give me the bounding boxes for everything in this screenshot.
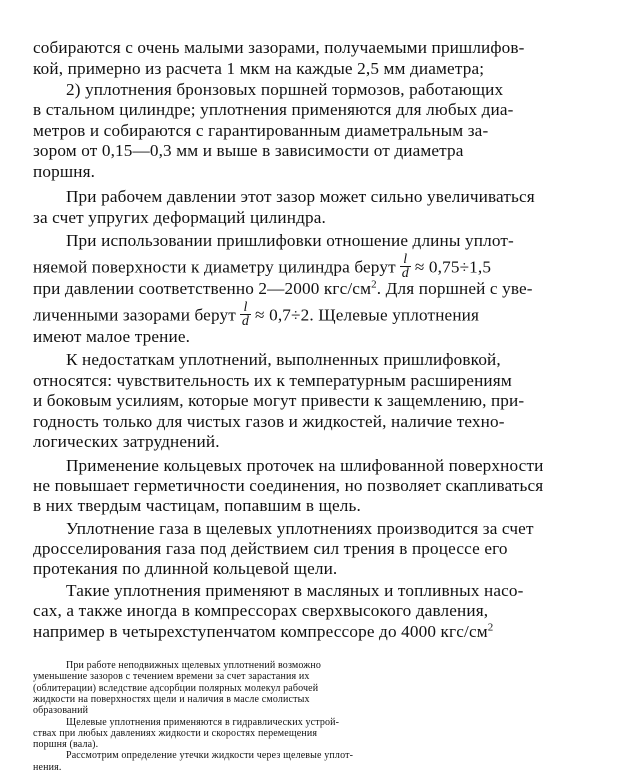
text-with-superscript bbox=[33, 622, 493, 642]
text-line bbox=[0, 350, 623, 370]
text: . Для поршней с уве- bbox=[376, 279, 533, 298]
text: няемой поверхности к диаметру цилиндра берут bbox=[33, 257, 396, 277]
text: не повышает герметичности соединения, но позволяет скапливаться bbox=[33, 476, 544, 495]
text-line bbox=[0, 750, 623, 761]
text: личенными зазорами берут bbox=[33, 305, 236, 325]
text-line bbox=[0, 327, 623, 347]
text-line bbox=[0, 671, 623, 682]
text-line bbox=[0, 187, 623, 207]
text-line bbox=[0, 371, 623, 391]
text: и боковым усилиям, которые могут привести к защемлению, при- bbox=[33, 391, 525, 410]
text: имеют малое трение. bbox=[33, 327, 191, 346]
text: жидкости на поверхностях щели и наличия в масле смолистых bbox=[33, 693, 310, 705]
superscript: 2 bbox=[371, 278, 377, 291]
text-line bbox=[0, 80, 623, 100]
text: логических затруднений. bbox=[33, 432, 220, 451]
text-line bbox=[0, 252, 623, 281]
text-line bbox=[0, 717, 623, 728]
text: Применение кольцевых проточек на шлифованной поверхности bbox=[66, 456, 544, 475]
fraction-numerator: l bbox=[240, 301, 251, 315]
text-line bbox=[0, 121, 623, 141]
fraction-denominator: d bbox=[241, 314, 250, 329]
text-line bbox=[0, 559, 623, 579]
text: Рассмотрим определение утечки жидкости через щелевые уплот- bbox=[66, 750, 354, 762]
text: уменьшение зазоров с течением времени за счет зарастания их bbox=[33, 671, 310, 683]
text: Такие уплотнения применяют в масляных и топливных насо- bbox=[66, 581, 524, 600]
text-line bbox=[0, 622, 623, 642]
text-line bbox=[0, 705, 623, 716]
text: ствах при любых давлениях жидкости и скоростях перемещения bbox=[33, 727, 318, 739]
text-line bbox=[0, 762, 623, 773]
text: годность только для чистых газов и жидкостей, наличие техно- bbox=[33, 412, 505, 431]
text-line bbox=[0, 38, 623, 58]
text-line bbox=[0, 601, 623, 621]
fraction-denominator: d bbox=[401, 266, 409, 281]
text-line bbox=[0, 476, 623, 496]
text-line bbox=[0, 660, 623, 671]
text: при давлении соответственно 2—2000 кгс/см bbox=[33, 279, 372, 298]
text: К недостаткам уплотнений, выполненных пришлифовкой, bbox=[66, 350, 501, 369]
text-line bbox=[0, 694, 623, 705]
text-line bbox=[0, 456, 623, 476]
text: кой, примерно из расчета 1 мкм на каждые 2,5 мм диаметра; bbox=[33, 59, 485, 78]
text-line bbox=[0, 300, 623, 329]
text: например в четырехступенчатом компрессоре до 4000 кгс/см bbox=[33, 622, 488, 641]
text: При рабочем давлении этот зазор может сильно увеличиваться bbox=[66, 187, 535, 206]
text: Уплотнение газа в щелевых уплотнениях производится за счет bbox=[66, 519, 534, 538]
text-line bbox=[0, 728, 623, 739]
text-line bbox=[0, 519, 623, 539]
fraction-l-over-d bbox=[240, 301, 251, 328]
text: относятся: чувствительность их к температурным расширениям bbox=[33, 371, 512, 390]
text-line bbox=[0, 231, 623, 251]
text: в стальном цилиндре; уплотнения применяются для любых диа- bbox=[33, 100, 514, 119]
text-line bbox=[0, 581, 623, 601]
text-line bbox=[0, 739, 623, 750]
text: зором от 0,15—0,3 мм и выше в зависимости от диаметра bbox=[33, 141, 464, 160]
fraction-numerator: l bbox=[400, 253, 411, 267]
text-line bbox=[0, 208, 623, 228]
text: протекания по длинной кольцевой щели. bbox=[33, 559, 338, 578]
text-line bbox=[0, 496, 623, 516]
text: (облитерации) вследствие адсорбции полярных молекул рабочей bbox=[33, 682, 319, 694]
text: собираются с очень малыми зазорами, получаемыми пришлифов- bbox=[33, 38, 525, 57]
text: ≈ 0,7÷2. Щелевые уплотнения bbox=[255, 305, 480, 325]
text-line bbox=[0, 141, 623, 161]
text-line bbox=[0, 391, 623, 411]
text: дросселирования газа под действием сил трения в процессе его bbox=[33, 539, 508, 558]
text-line bbox=[0, 412, 623, 432]
text-with-formula bbox=[33, 300, 480, 330]
text-line bbox=[0, 100, 623, 120]
text-line bbox=[0, 683, 623, 694]
text: образований bbox=[33, 705, 89, 717]
text: нения. bbox=[33, 761, 62, 773]
text: поршня. bbox=[33, 162, 96, 181]
text: в них твердым частицам, попавшим в щель. bbox=[33, 496, 361, 515]
text: метров и собираются с гарантированным диаметральным за- bbox=[33, 121, 489, 140]
text: ≈ 0,75÷1,5 bbox=[414, 257, 492, 277]
text: При использовании пришлифовки отношение длины уплот- bbox=[66, 231, 514, 250]
text: При работе неподвижных щелевых уплотнений возможно bbox=[66, 660, 322, 671]
text-line bbox=[0, 162, 623, 182]
text-line bbox=[0, 59, 623, 79]
superscript: 2 bbox=[487, 621, 494, 634]
text: Щелевые уплотнения применяются в гидравлических устрой- bbox=[66, 716, 340, 728]
fraction-l-over-d bbox=[400, 253, 411, 280]
text-line bbox=[0, 539, 623, 559]
text: сах, а также иногда в компрессорах сверхвысокого давления, bbox=[33, 601, 489, 620]
text-line bbox=[0, 432, 623, 452]
text: за счет упругих деформаций цилиндра. bbox=[33, 208, 326, 227]
text: 2) уплотнения бронзовых поршней тормозов, работающих bbox=[66, 80, 504, 99]
text-line bbox=[0, 279, 623, 299]
text: поршня (вала). bbox=[33, 739, 99, 751]
text-with-superscript bbox=[33, 279, 533, 299]
text-with-formula bbox=[33, 252, 492, 282]
